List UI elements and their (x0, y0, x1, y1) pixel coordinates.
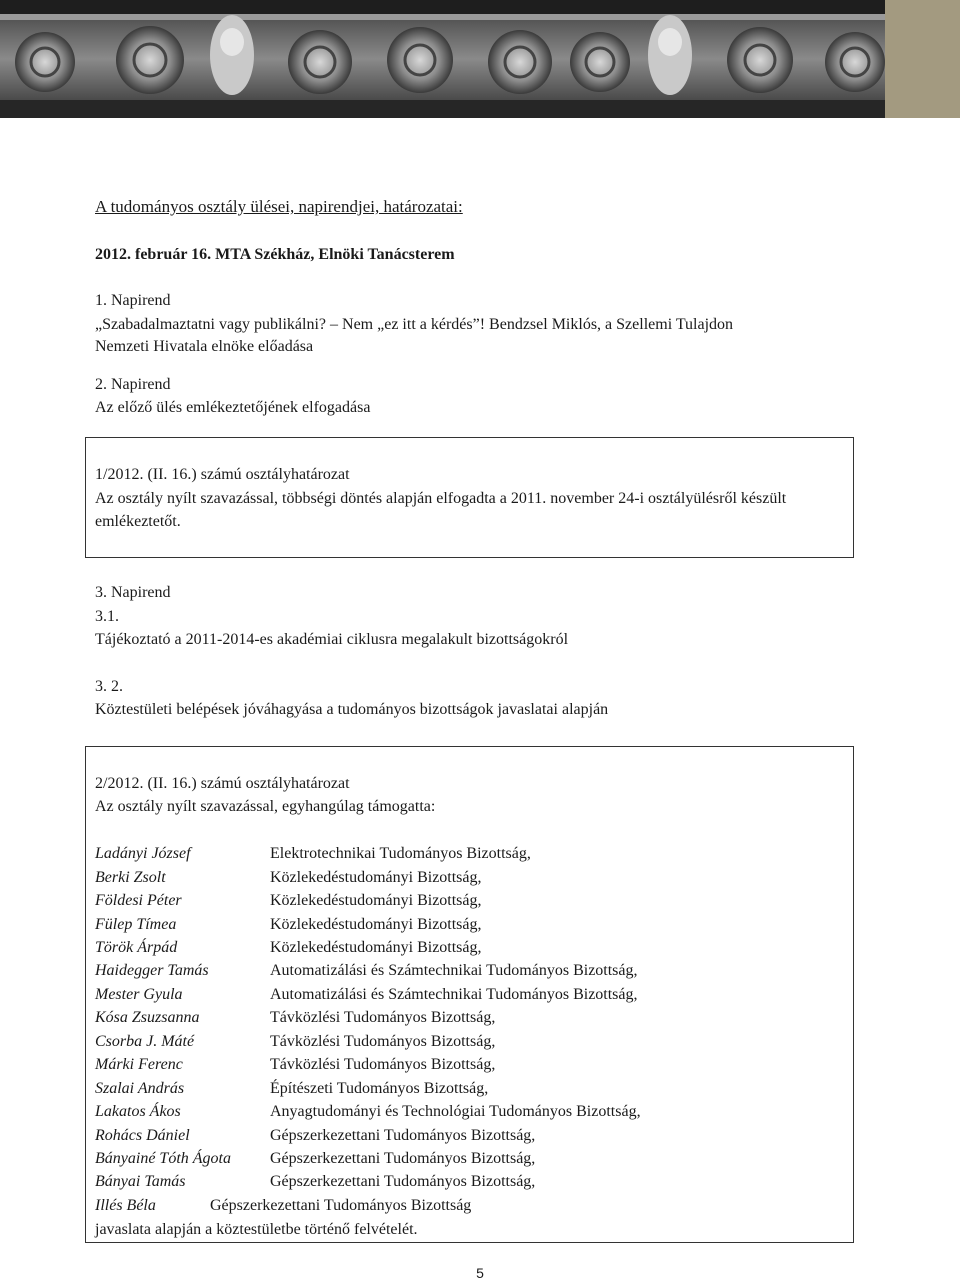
resolution2-box (85, 746, 854, 1243)
meeting-date-location: 2012. február 16. MTA Székház, Elnöki Tanácsterem (95, 246, 455, 263)
member-committee: Automatizálási és Számtechnikai Tudományos Bizottság, (270, 986, 638, 1003)
ornamental-banner (0, 0, 885, 118)
agenda3-sub1-number: 3.1. (95, 608, 119, 625)
accent-bar (885, 0, 960, 118)
member-committee: Közlekedéstudományi Bizottság, (270, 916, 482, 933)
agenda3-sub2-number: 3. 2. (95, 678, 123, 695)
member-committee: Közlekedéstudományi Bizottság, (270, 892, 482, 909)
resolution1-title: 1/2012. (II. 16.) számú osztályhatározat (95, 466, 350, 483)
member-committee: Gépszerkezettani Tudományos Bizottság (210, 1197, 472, 1214)
member-name: Fülep Tímea (95, 916, 177, 933)
resolution2-title: 2/2012. (II. 16.) számú osztályhatározat (95, 775, 350, 792)
agenda1-line1: „Szabadalmaztatni vagy publikálni? – Nem „ez itt a kérdés”! Bendzsel Miklós, a Szellemi Tulajdon (95, 316, 734, 333)
agenda3-sub2-text: Köztestületi belépések jóváhagyása a tudományos bizottságok javaslatai alapján (95, 701, 609, 718)
member-name: Mester Gyula (95, 986, 183, 1003)
member-committee: Közlekedéstudományi Bizottság, (270, 869, 482, 886)
member-name: Haidegger Tamás (95, 962, 209, 979)
page-number: 5 (476, 1265, 484, 1281)
member-name: Ladányi József (95, 845, 191, 862)
resolution1-line2: emlékeztetőt. (95, 513, 181, 530)
agenda2-text: Az előző ülés emlékeztetőjének elfogadása (95, 399, 371, 416)
resolution1-box (85, 437, 854, 558)
resolution2-closing: javaslata alapján a köztestületbe történő felvételét. (95, 1221, 418, 1238)
agenda1-label: 1. Napirend (95, 292, 171, 309)
member-name: Földesi Péter (95, 892, 182, 909)
member-committee: Közlekedéstudományi Bizottság, (270, 939, 482, 956)
member-name: Rohács Dániel (95, 1127, 190, 1144)
member-committee: Automatizálási és Számtechnikai Tudományos Bizottság, (270, 962, 638, 979)
member-committee: Elektrotechnikai Tudományos Bizottság, (270, 845, 531, 862)
member-committee: Gépszerkezettani Tudományos Bizottság, (270, 1150, 536, 1167)
member-name: Szalai András (95, 1080, 185, 1097)
member-name: Bányai Tamás (95, 1173, 186, 1190)
agenda1-line2: Nemzeti Hivatala elnöke előadása (95, 338, 314, 355)
member-name: Lakatos Ákos (95, 1103, 181, 1120)
member-committee: Távközlési Tudományos Bizottság, (270, 1009, 496, 1026)
member-name: Illés Béla (95, 1197, 156, 1214)
member-name: Csorba J. Máté (95, 1033, 195, 1050)
member-name: Berki Zsolt (95, 869, 166, 886)
member-committee: Gépszerkezettani Tudományos Bizottság, (270, 1173, 536, 1190)
agenda3-label: 3. Napirend (95, 584, 171, 601)
agenda2-label: 2. Napirend (95, 376, 171, 393)
section-heading: A tudományos osztály ülései, napirendjei, határozatai: (95, 197, 463, 216)
member-committee: Távközlési Tudományos Bizottság, (270, 1056, 496, 1073)
member-committee: Gépszerkezettani Tudományos Bizottság, (270, 1127, 536, 1144)
member-name: Márki Ferenc (95, 1056, 183, 1073)
member-name: Bányainé Tóth Ágota (95, 1150, 231, 1167)
member-committee: Anyagtudományi és Technológiai Tudományos Bizottság, (270, 1103, 641, 1120)
member-name: Kósa Zsuzsanna (95, 1009, 200, 1026)
resolution2-intro: Az osztály nyílt szavazással, egyhangúlag támogatta: (95, 798, 436, 815)
member-name: Török Árpád (95, 939, 178, 956)
member-committee: Távközlési Tudományos Bizottság, (270, 1033, 496, 1050)
member-committee: Építészeti Tudományos Bizottság, (270, 1080, 489, 1097)
agenda3-sub1-text: Tájékoztató a 2011-2014-es akadémiai ciklusra megalakult bizottságokról (95, 631, 569, 648)
resolution1-line1: Az osztály nyílt szavazással, többségi döntés alapján elfogadta a 2011. november 24-i osztályülésről készült (95, 490, 787, 507)
